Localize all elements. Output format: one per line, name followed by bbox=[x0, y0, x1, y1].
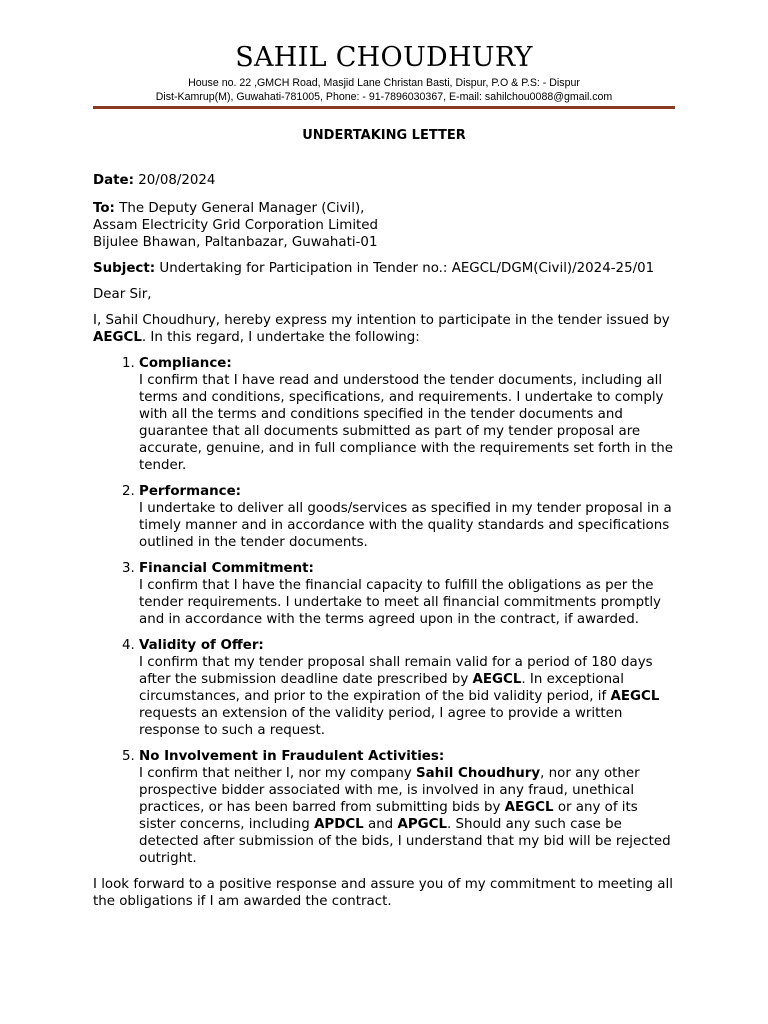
sender-address-line2: Dist-Kamrup(M), Guwahati-781005, Phone: - 91-7896030367, E-mail: sahilchou0088@gmail.com bbox=[155, 91, 613, 103]
list-item bbox=[139, 748, 675, 867]
list-item bbox=[139, 355, 675, 474]
undertaking-list bbox=[93, 355, 675, 867]
list-item bbox=[139, 560, 675, 628]
sender-name: SAHIL CHOUDHURY bbox=[235, 42, 533, 73]
item-text: I confirm that neither I, nor my company Sahil Choudhury, nor any other prospective bidder associated with me, is involved in any fraud, unethical practices, or has been barred from submitting bids by AEGCL or any of its sister concerns, including APDCL and APGCL. Should any such case be detected after submission of the bids, I understand that my bid will be rejected outright. bbox=[139, 766, 671, 866]
subject-value: Undertaking for Participation in Tender no.: AEGCL/DGM(Civil)/2024-25/01 bbox=[159, 261, 655, 276]
item-title: No Involvement in Fraudulent Activities: bbox=[139, 749, 445, 764]
item-title: Validity of Offer: bbox=[139, 638, 264, 653]
subject-label: Subject: bbox=[93, 261, 156, 276]
item-text: I confirm that I have the financial capacity to fulfill the obligations as per the tender requirements. I undertake to meet all financial commitments promptly and in accordance with the terms agreed upon in the contract, if awarded. bbox=[139, 578, 661, 627]
subject-line bbox=[93, 260, 675, 277]
salutation: Dear Sir, bbox=[93, 287, 152, 302]
letterhead-divider bbox=[93, 106, 675, 109]
sender-address-line1: House no. 22 ,GMCH Road, Masjid Lane Christan Basti, Dispur, P.O & P.S: - Dispur bbox=[188, 77, 580, 89]
letterhead bbox=[93, 40, 675, 109]
closing-paragraph: I look forward to a positive response and assure you of my commitment to meeting all the obligations if I am awarded the contract. bbox=[93, 877, 673, 909]
item-text: I confirm that my tender proposal shall remain valid for a period of 180 days after the submission deadline date prescribed by AEGCL. In exceptional circumstances, and prior to the expiration of the bid validity period, if AEGCL requests an extension of the validity period, I agree to provide a written response to such a request. bbox=[139, 655, 660, 738]
letter-heading: UNDERTAKING LETTER bbox=[302, 128, 466, 143]
item-title: Performance: bbox=[139, 484, 242, 499]
recipient-block bbox=[93, 200, 675, 251]
recipient-line3: Bijulee Bhawan, Paltanbazar, Guwahati-01 bbox=[93, 235, 378, 250]
date-line bbox=[93, 172, 675, 189]
item-title: Compliance: bbox=[139, 356, 232, 371]
recipient-line2: Assam Electricity Grid Corporation Limited bbox=[93, 218, 379, 233]
date-label: Date: bbox=[93, 173, 134, 188]
list-item bbox=[139, 637, 675, 739]
org-name: AEGCL bbox=[93, 330, 142, 345]
item-text: I confirm that I have read and understood the tender documents, including all terms and conditions, specifications, and requirements. I undertake to comply with all the terms and conditions specified in the tender documents and guarantee that all documents submitted as part of my tender proposal are accurate, genuine, and in full compliance with the requirements set forth in the tender. bbox=[139, 373, 674, 473]
recipient-line1: The Deputy General Manager (Civil), bbox=[119, 201, 365, 216]
letter-page bbox=[93, 40, 675, 910]
item-text: I undertake to deliver all goods/services as specified in my tender proposal in a timely manner and in accordance with the quality standards and specifications outlined in the tender documents. bbox=[139, 501, 672, 550]
to-label: To: bbox=[93, 201, 115, 216]
date-value: 20/08/2024 bbox=[138, 173, 216, 188]
list-item bbox=[139, 483, 675, 551]
intro-paragraph: I, Sahil Choudhury, hereby express my intention to participate in the tender issued by AEGCL. In this regard, I undertake the following: bbox=[93, 313, 670, 345]
item-title: Financial Commitment: bbox=[139, 561, 314, 576]
